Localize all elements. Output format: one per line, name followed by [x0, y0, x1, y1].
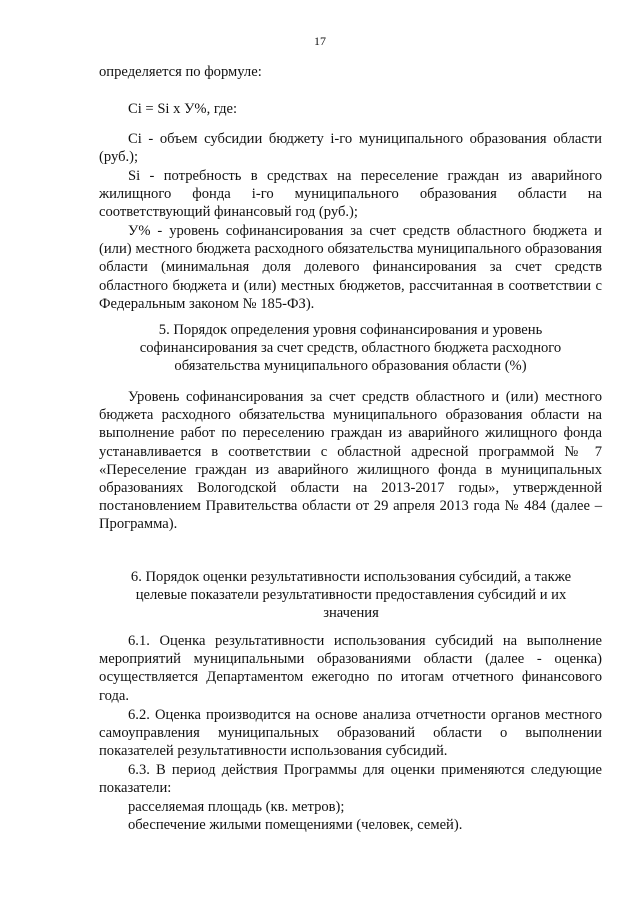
section-6-2: 6.2. Оценка производится на основе анализа отчетности органов местного самоуправления муниципальных образований области о выполнении показателей результативности использования субсидий. [99, 707, 602, 760]
section-5-heading: 5. Порядок определения уровня софинансирования и уровень софинансирования за счет средств, областного бюджета расходного обязательства муниципального образования области (%) [139, 322, 562, 375]
formula: Ci = Si x У%, где: [128, 101, 238, 117]
section-6-1: 6.1. Оценка результативности использования субсидий на выполнение мероприятий муниципальными образованиями области (далее - оценка) осуществляется Департаментом ежегодно по итогам отчетного финансового года. [99, 633, 602, 704]
definition-y-percent: У% - уровень софинансирования за счет средств областного бюджета и (или) местного бюджета расходного обязательства муниципального образования области (минимальная доля долевого финансирования за счет средств областного бюджета и (или) местных бюджетов, рассчитанная в соответствии с Федеральным законом № 185-ФЗ). [99, 223, 602, 312]
indicator-item: обеспечение жилыми помещениями (человек, семей). [128, 817, 463, 833]
page-number: 17 [314, 34, 326, 48]
section-6-3: 6.3. В период действия Программы для оценки применяются следующие показатели: [99, 762, 602, 797]
indicator-item: расселяемая площадь (кв. метров); [128, 799, 345, 815]
definition-si: Si - потребность в средствах на переселение граждан из аварийного жилищного фонда i-го муниципального образования области на соответствующий финансовый год (руб.); [99, 168, 602, 221]
definition-ci: Ci - объем субсидии бюджету i-го муниципального образования области (руб.); [99, 131, 602, 166]
formula-intro: определяется по формуле: [99, 64, 262, 80]
section-5-paragraph: Уровень софинансирования за счет средств областного и (или) местного бюджета расходного обязательства муниципального образования области на выполнение работ по переселению граждан из аварийного жилищного фонда устанавливается в соответствии с областной адресной программой № 7 «Переселение граждан из аварийного жилищного фонда в муниципальных образованиях Вологодской области на 2013-2017 годы», утвержденной постановлением Правительства области от 29 апреля 2013 года № 484 (далее – Программа). [99, 389, 602, 533]
section-6-heading: 6. Порядок оценки результативности использования субсидий, а также целевые показатели результативности предоставления субсидий и их значения [130, 569, 572, 622]
